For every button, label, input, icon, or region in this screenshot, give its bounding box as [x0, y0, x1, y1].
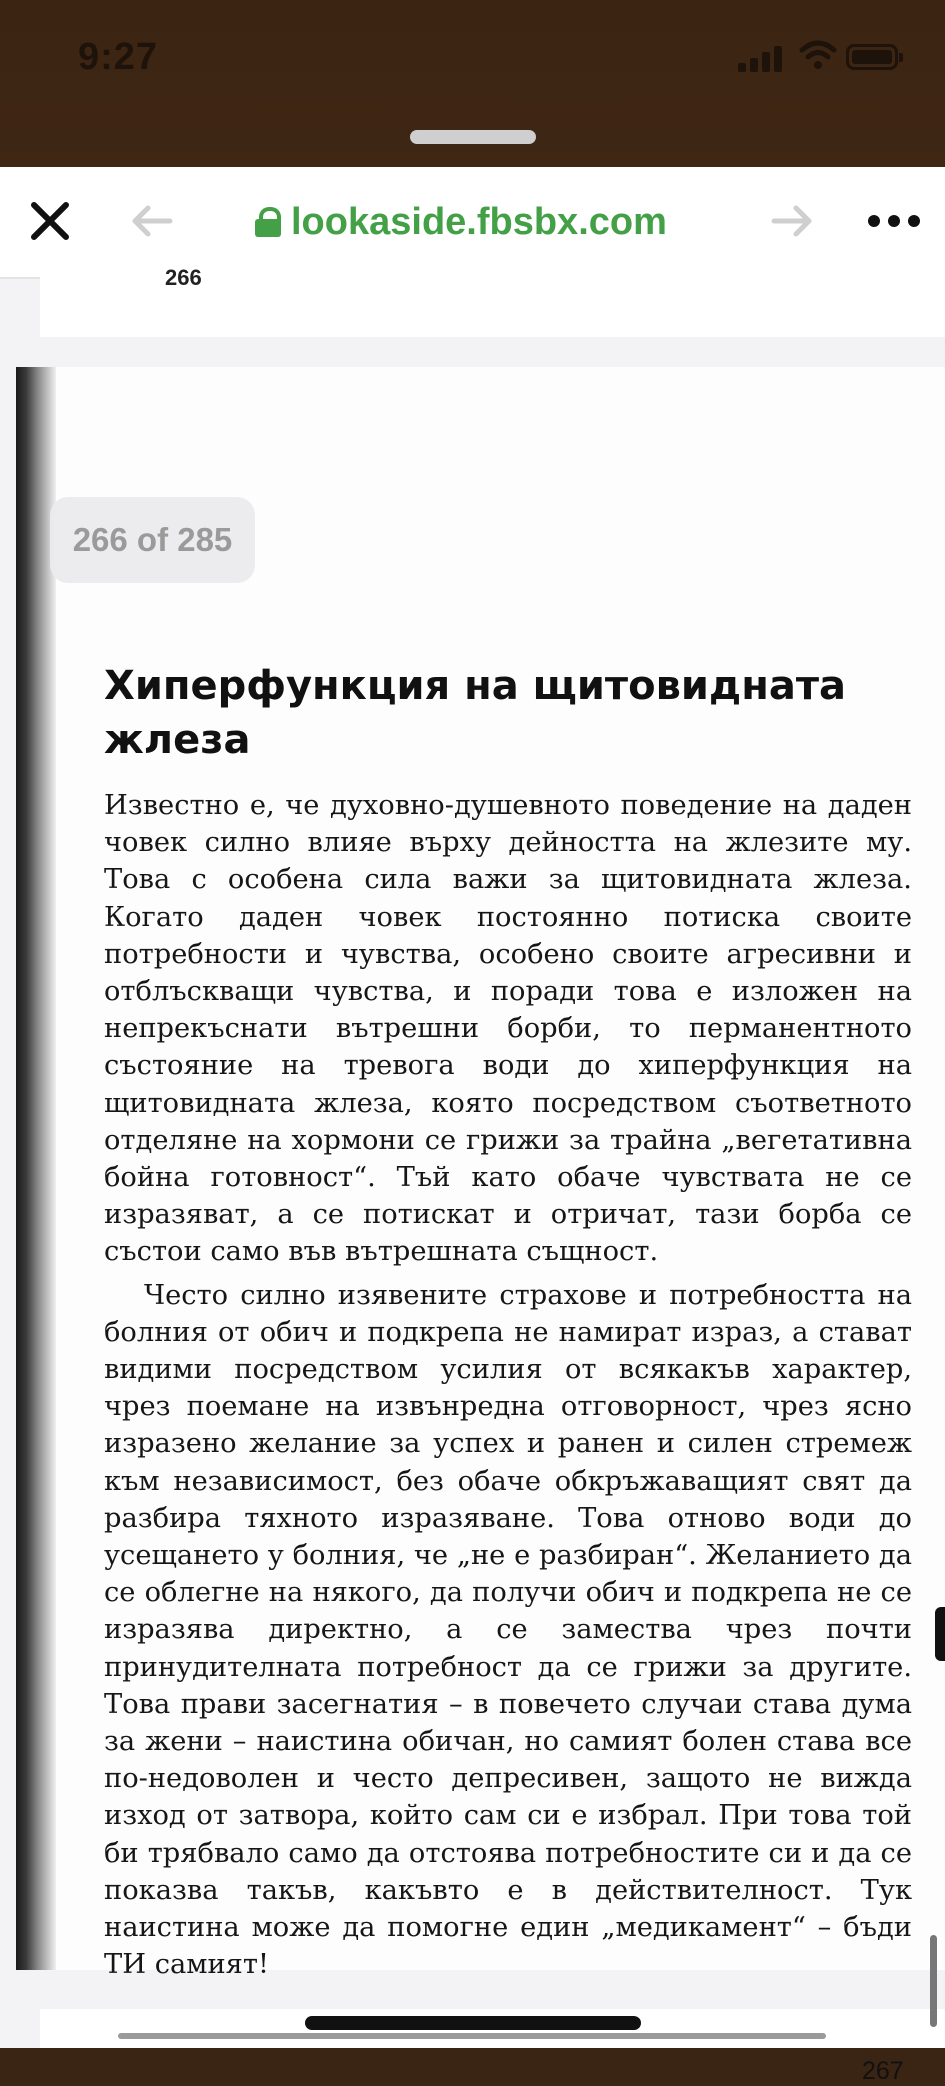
page-heading: Хиперфункция на щитовидната жлеза	[104, 663, 847, 763]
wifi-icon	[800, 40, 836, 70]
home-indicator[interactable]	[305, 2016, 641, 2030]
scrollbar[interactable]	[930, 1935, 937, 2027]
scroll-indicator-line	[118, 2033, 826, 2039]
body-text	[104, 787, 912, 1984]
document-page[interactable]	[16, 367, 945, 2085]
arrow-left-icon	[130, 203, 174, 239]
battery-icon	[846, 44, 898, 70]
previous-page-strip	[40, 265, 945, 337]
page-counter: 266 of 285	[50, 497, 255, 583]
scan-edge-shadow	[16, 367, 56, 1970]
paragraph: Често силно изявените страхове и потребността на болния от обич и подкрепа не намират израз, а стават видими посредством усилия от всякакъв характер, чрез поемане на извънредна отговорност, чрез ясно изразено желание за успех и ранен и силен стремеж към независимост, без обаче обкръжаващият свят да разбира тяхното изразяване. Това отново води до усещането у болния, че „не е разбиран“. Желанието да се облегне на някого, да получи обич и подкрепа не се изразява директно, а се замества чрез почти принудителната потребност да се грижи за другите. Това прави засегнатия – в повечето случаи става дума за жени – наистина обичан, но самият болен става все по-недоволен и често депресивен, защото не вижда изход от затвора, който сам си е избрал. При това той би трябвало само да отстоява потребностите си и да се показва такъв, какъвто е в действителност. Тук наистина може да помогне един „медикамент“ – бъди ТИ самият!	[104, 1279, 912, 1981]
arrow-right-icon	[770, 203, 814, 239]
url-text: lookaside.fbsbx.com	[291, 200, 667, 243]
cellular-signal-icon	[738, 44, 784, 72]
address-bar[interactable]	[255, 197, 667, 247]
more-dots-icon	[867, 214, 921, 228]
side-tab-handle[interactable]	[935, 1607, 945, 1661]
previous-page-number: 266	[165, 265, 202, 290]
forward-button[interactable]	[762, 191, 822, 251]
back-button[interactable]	[122, 191, 182, 251]
lock-icon	[255, 207, 281, 237]
browser-sheet	[0, 167, 945, 2085]
paragraph: Известно е, че духовно-душевното поведение на даден човек силно влияе върху дейността на жлезите му. Това с особена сила важи за щитовидната жлеза. Когато даден човек постоянно потиска своите потребности и чувства, особено своите агресивни и отблъскващи чувства, и поради това е изложен на непрекъснати вътрешни борби, то перманентното състояние на тревога води до хиперфункция на щитовидната жлеза, която посредством съответното отделяне на хормони се грижи за трайна „вегетативна бойна готовност“. Тъй като обаче чувствата не се изразяват, а се потискат и отричат, тази борба се състои само във вътрешната същност.	[104, 790, 912, 1268]
status-time: 9:27	[78, 36, 159, 78]
close-button[interactable]	[20, 191, 80, 251]
status-bar	[0, 0, 945, 170]
sheet-grabber[interactable]	[410, 130, 536, 144]
browser-toolbar	[0, 167, 945, 279]
more-button[interactable]	[864, 191, 924, 251]
page-number: 267	[862, 2057, 904, 2085]
close-icon	[30, 201, 70, 241]
